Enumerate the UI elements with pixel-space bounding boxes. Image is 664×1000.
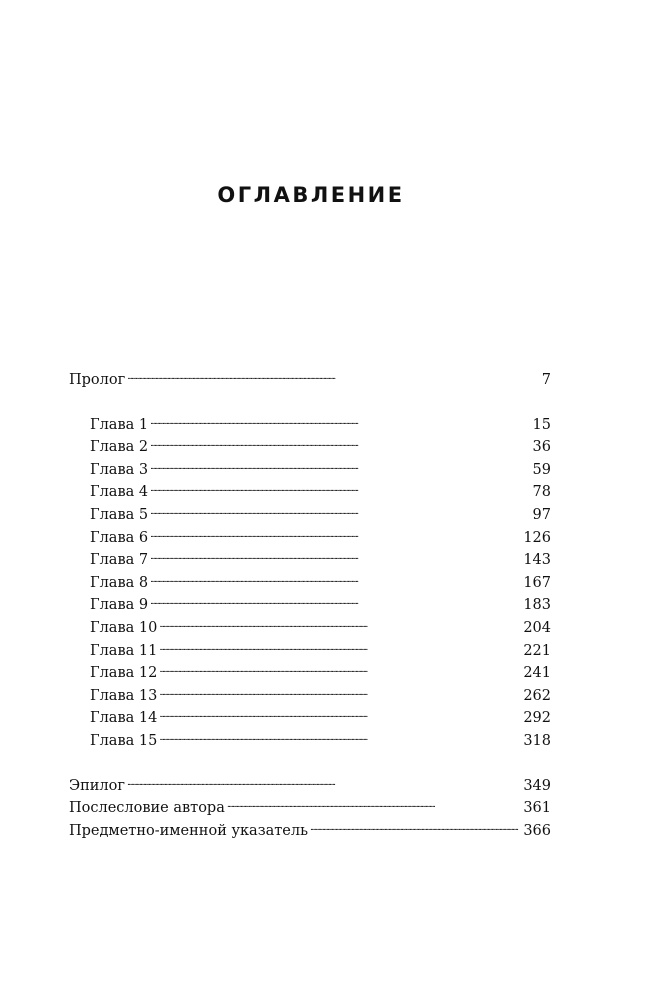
toc-entry-title: Глава 14 [90,710,158,727]
dot-leader [150,482,530,496]
toc-entry [90,662,551,685]
dot-leader [159,618,521,632]
toc-entry [90,707,551,730]
toc-entry-title: Глава 4 [90,484,149,501]
dot-leader [150,573,521,587]
toc-entry-title: Пролог [69,372,126,388]
toc-entry-page-number: 361 [523,800,551,817]
dot-leader [227,798,521,812]
toc-entry [69,369,551,392]
toc-entry [90,436,551,459]
toc-entry-title: Глава 6 [90,529,149,546]
toc-entry-title: Послесловие автора [69,800,225,817]
toc-entry-page-number: 221 [523,642,551,659]
toc-entry-page-number: 143 [523,552,551,569]
toc-entry-title: Глава 2 [90,439,149,456]
dot-leader [150,505,530,519]
dot-leader [159,686,521,700]
toc-entry-page-number: 292 [523,710,551,727]
dot-leader [127,370,540,384]
table-of-contents [69,369,551,842]
toc-entry [90,685,551,708]
toc-entry-title: Глава 5 [90,506,149,523]
toc-entry [90,527,551,550]
toc-entry-page-number: 349 [523,777,551,794]
toc-entry [90,594,551,617]
toc-back-matter [69,775,551,843]
page-title: ОГЛАВЛЕНИЕ [217,183,405,207]
toc-entry-page-number: 59 [532,461,551,478]
toc-entry-title: Предметно-именной указатель [69,822,308,839]
toc-entry-title: Глава 15 [90,732,158,749]
toc-entry-page-number: 262 [523,687,551,704]
toc-entry-page-number: 7 [541,372,551,388]
dot-leader [150,528,521,542]
toc-entry-page-number: 204 [523,619,551,636]
toc-entry [90,572,551,595]
dot-leader [159,708,521,722]
toc-entry-title: Глава 9 [90,597,149,614]
toc-entry-title: Глава 10 [90,619,158,636]
toc-entry [90,730,551,753]
toc-entry-page-number: 97 [532,506,551,523]
toc-entry [90,414,551,437]
dot-leader [150,595,521,609]
toc-entry-page-number: 126 [523,529,551,546]
dot-leader [150,437,530,451]
toc-entry-title: Глава 1 [90,416,149,433]
dot-leader [127,776,521,790]
toc-entry [90,640,551,663]
toc-entry-page-number: 318 [523,732,551,749]
toc-entry [90,459,551,482]
dot-leader [150,460,530,474]
toc-entry-page-number: 241 [523,665,551,682]
toc-entry-title: Глава 8 [90,574,149,591]
dot-leader [150,550,521,564]
dot-leader [310,821,521,835]
toc-entry-page-number: 78 [532,484,551,501]
toc-entry-page-number: 183 [523,597,551,614]
toc-entry [69,820,551,843]
toc-entry [69,775,551,798]
toc-entry-title: Глава 3 [90,461,149,478]
toc-entry [90,481,551,504]
toc-entry-title: Глава 11 [90,642,158,659]
toc-entry [90,504,551,527]
toc-chapters [69,414,551,753]
toc-entry [69,797,551,820]
toc-front-matter [69,369,551,392]
dot-leader [159,731,521,745]
toc-entry-page-number: 15 [532,416,551,433]
dot-leader [159,641,521,655]
dot-leader [150,415,530,429]
toc-entry-title: Глава 12 [90,665,158,682]
dot-leader [159,663,521,677]
toc-entry-page-number: 167 [523,574,551,591]
toc-entry [90,549,551,572]
toc-entry-title: Глава 7 [90,552,149,569]
toc-entry-page-number: 366 [523,822,551,839]
toc-entry-title: Глава 13 [90,687,158,704]
toc-entry [90,617,551,640]
toc-entry-title: Эпилог [69,777,125,794]
toc-entry-page-number: 36 [532,439,551,456]
